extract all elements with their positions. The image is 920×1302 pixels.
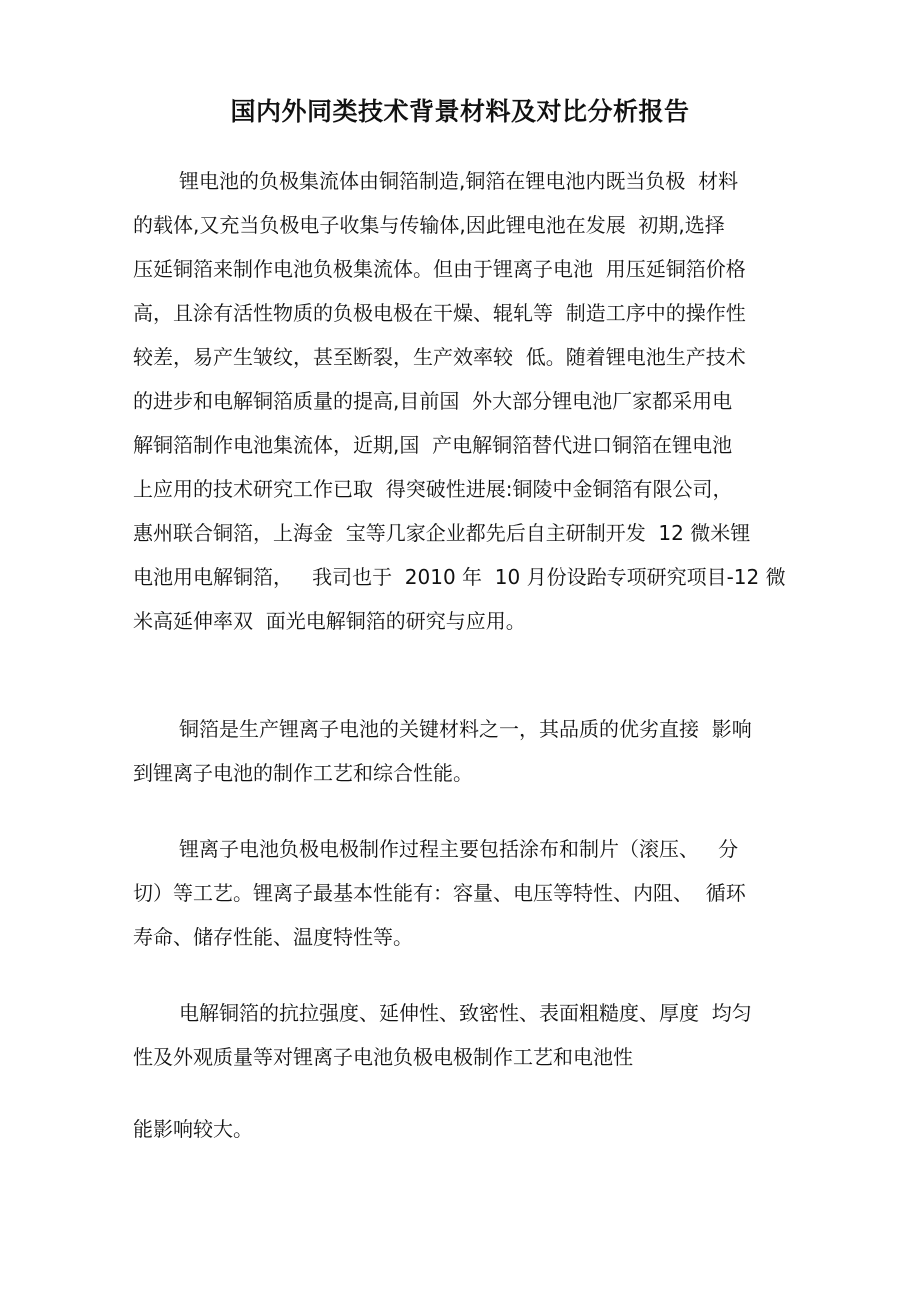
paragraph-copper-foil-background bbox=[133, 159, 803, 643]
paragraph-key-material bbox=[133, 707, 803, 795]
paragraph-line: 锂离子电池负极电极制作过程主要包括涂布和制片（滚压、 分 bbox=[179, 837, 739, 861]
paragraph-line: 到锂离子电池的制作工艺和综合性能。 bbox=[133, 761, 473, 785]
paragraph-electrode-process bbox=[133, 827, 803, 959]
paragraph-line: 铜箔是生产锂离子电池的关键材料之一，其品质的优劣直接 影响 bbox=[179, 717, 752, 741]
paragraph-line: 锂电池的负极集流体由铜箔制造,铜箔在锂电池内既当负极 材料 bbox=[179, 169, 739, 193]
paragraph-line: 寿命、储存性能、温度特性等。 bbox=[133, 925, 413, 949]
document-title: 国内外同类技术背景材料及对比分析报告 bbox=[230, 97, 690, 126]
paragraph-line: 较差，易产生皱纹，甚至断裂，生产效率较 低。随着锂电池生产技术 bbox=[133, 345, 746, 369]
paragraph-line: 的载体,又充当负极电子收集与传输体,因此锂电池在发展 初期,选择 bbox=[133, 213, 725, 237]
paragraph-line: 电解铜箔的抗拉强度、延伸性、致密性、表面粗糙度、厚度 均匀 bbox=[179, 1001, 752, 1025]
paragraph-foil-properties-continued bbox=[133, 1107, 803, 1151]
paragraph-line: 高，且涂有活性物质的负极电极在干燥、辊轧等 制造工序中的操作性 bbox=[133, 301, 746, 325]
paragraph-line: 的进步和电解铜箔质量的提高,目前国 外大部分锂电池厂家都采用电 bbox=[133, 389, 733, 413]
paragraph-line: 能影响较大。 bbox=[133, 1117, 253, 1141]
paragraph-line: 惠州联合铜箔，上海金 宝等几家企业都先后自主研制开发 12 微米锂 bbox=[133, 521, 751, 545]
paragraph-line: 电池用电解铜箔， 我司也于 2010 年 10 月份设跆专项研究项目-12 微 bbox=[133, 565, 786, 589]
paragraph-line: 压延铜箔来制作电池负极集流体。但由于锂离子电池 用压延铜箔价格 bbox=[133, 257, 746, 281]
paragraph-line: 切）等工艺。锂离子最基本性能有：容量、电压等特性、内阻、 循环 bbox=[133, 881, 746, 905]
paragraph-line: 解铜箔制作电池集流体，近期,国 产电解铜箔替代进口铜箔在锂电池 bbox=[133, 433, 733, 457]
paragraph-foil-properties bbox=[133, 991, 803, 1079]
paragraph-line: 米高延伸率双 面光电解铜箔的研究与应用。 bbox=[133, 609, 526, 633]
paragraph-line: 性及外观质量等对锂离子电池负极电极制作工艺和电池性 bbox=[133, 1045, 633, 1069]
paragraph-line: 上应用的技术研究工作已取 得突破性进展:铜陵中金铜箔有限公司， bbox=[133, 477, 733, 501]
